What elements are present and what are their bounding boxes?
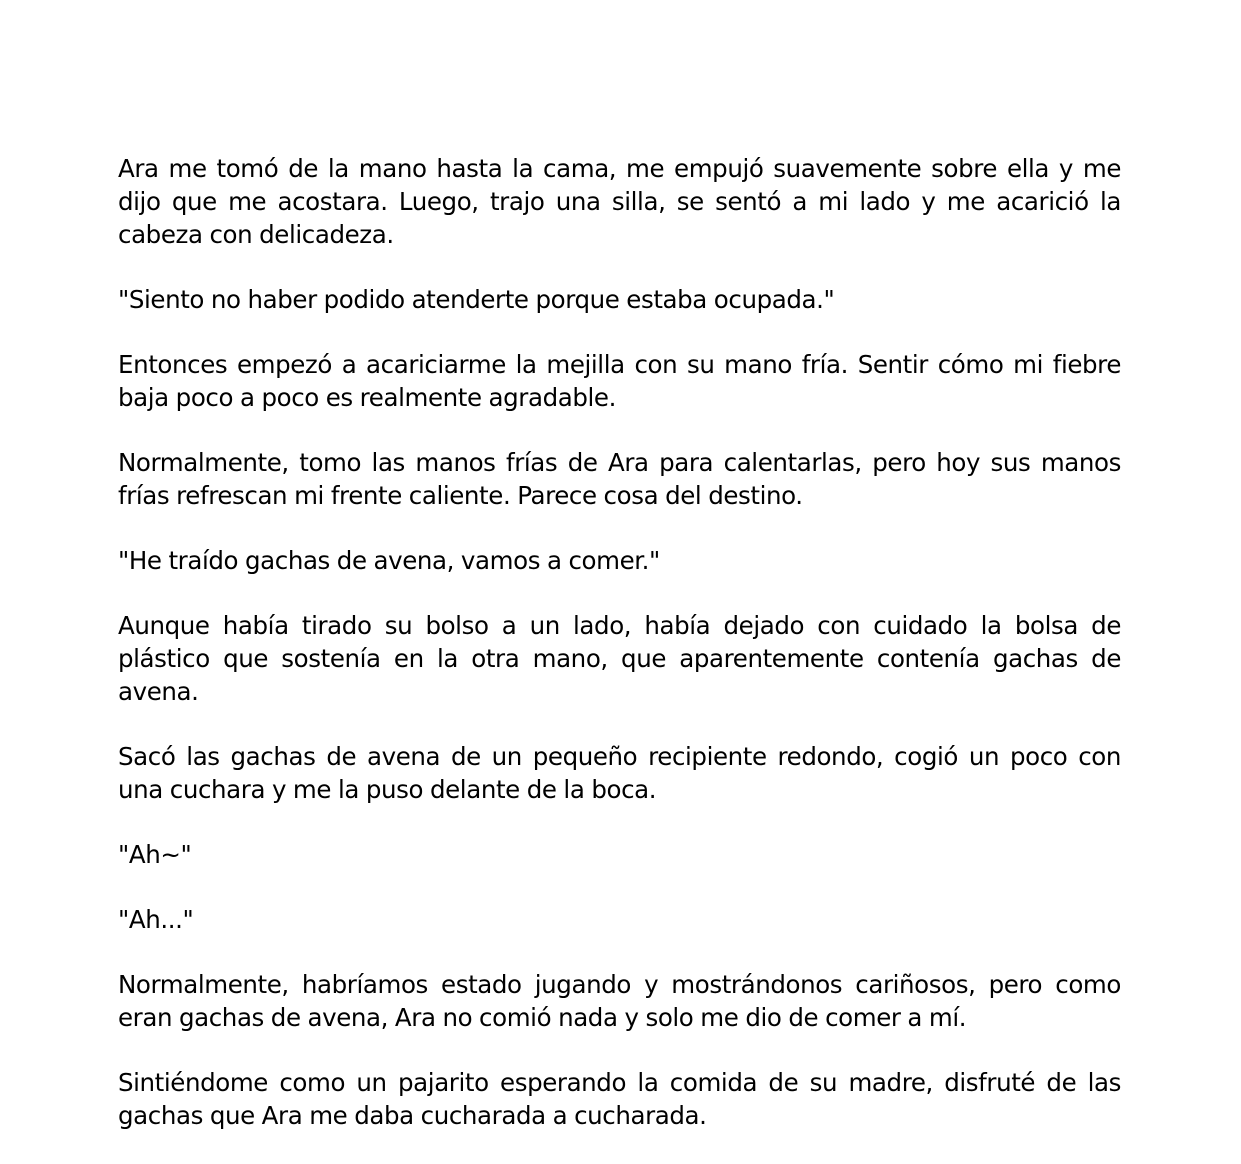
- paragraph-3: Entonces empezó a acariciarme la mejilla con su mano fría. Sentir cómo mi fiebre baja poco a poco es realmente agradable.: [118, 350, 1121, 412]
- paragraph-8-dialogue: "Ah~": [118, 840, 192, 869]
- paragraph-7: Sacó las gachas de avena de un pequeño recipiente redondo, cogió un poco con una cuchara y me la puso delante de la boca.: [118, 742, 1121, 804]
- paragraph-5-dialogue: "He traído gachas de avena, vamos a comer.": [118, 546, 660, 575]
- document-page: [118, 152, 1121, 1164]
- paragraph-9-dialogue: "Ah...": [118, 905, 194, 934]
- paragraph-11: Sintiéndome como un pajarito esperando la comida de su madre, disfruté de las gachas que Ara me daba cucharada a cucharada.: [118, 1068, 1121, 1130]
- paragraph-2-dialogue: "Siento no haber podido atenderte porque estaba ocupada.": [118, 285, 835, 314]
- paragraph-4: Normalmente, tomo las manos frías de Ara para calentarlas, pero hoy sus manos frías refrescan mi frente caliente. Parece cosa del destino.: [118, 448, 1121, 510]
- paragraph-10: Normalmente, habríamos estado jugando y mostrándonos cariñosos, pero como eran gachas de avena, Ara no comió nada y solo me dio de comer a mí.: [118, 970, 1121, 1032]
- paragraph-6: Aunque había tirado su bolso a un lado, había dejado con cuidado la bolsa de plástico que sostenía en la otra mano, que aparentemente contenía gachas de avena.: [118, 611, 1121, 706]
- paragraph-1: Ara me tomó de la mano hasta la cama, me empujó suavemente sobre ella y me dijo que me acostara. Luego, trajo una silla, se sentó a mi lado y me acarició la cabeza con delicadeza.: [118, 154, 1121, 249]
